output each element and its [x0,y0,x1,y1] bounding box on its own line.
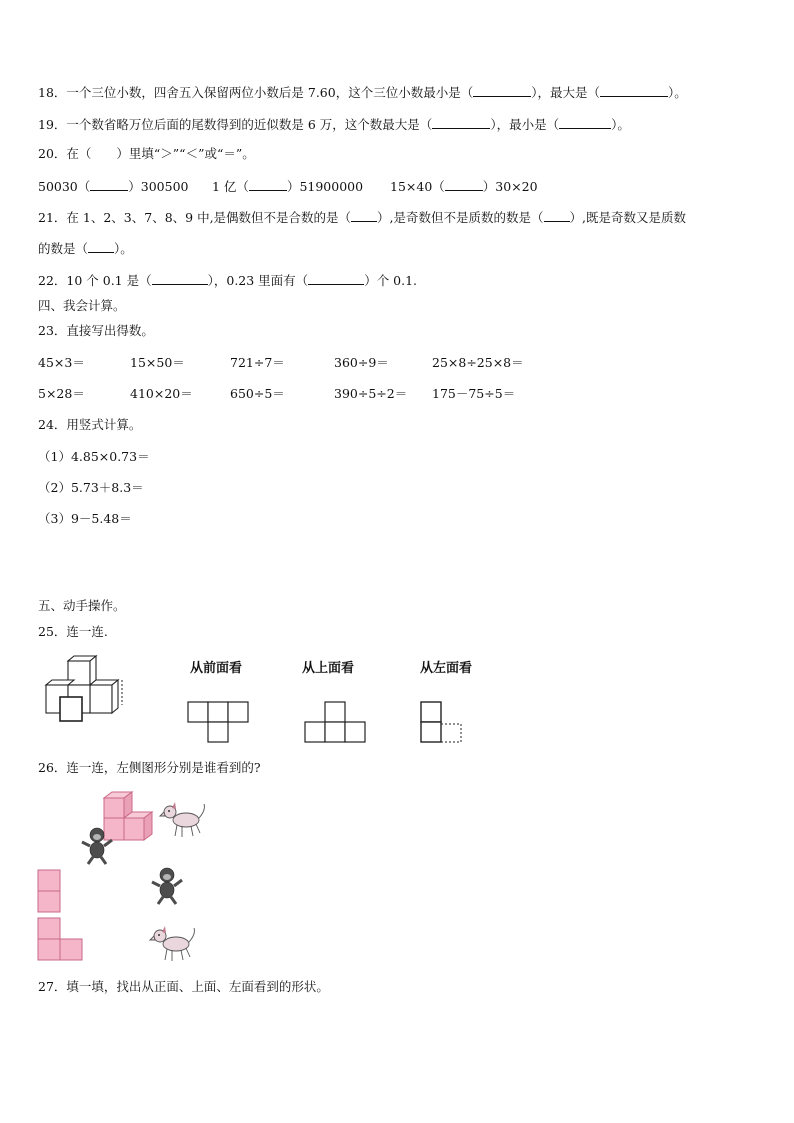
q26-title: 26．连一连，左侧图形分别是谁看到的? [38,760,261,775]
q21-blank-3[interactable] [88,240,114,253]
q23-r2-c2: 410×20＝ [130,386,193,401]
q20-title: 20．在（ ）里填“＞”“＜”或“＝”。 [38,146,255,161]
q20-blank-2[interactable] [249,178,287,191]
q23-r1-c5: 25×8÷25×8＝ [432,355,524,370]
q25-view-label-left: 从左面看 [420,661,473,676]
q20-item-2: 1 亿（ ）51900000 [212,179,364,194]
q18-blank-min[interactable] [473,84,531,97]
q24-item-2: （2）5.73＋8.3＝ [38,480,144,495]
q24-title: 24．用竖式计算。 [38,417,142,432]
q21-line-2: 的数是（ ）。 [38,241,133,256]
q22-blank-1[interactable] [152,272,208,285]
q22-line: 22．10 个 0.1 是（ ），0.23 里面有（ ）个 0.1. [38,273,418,288]
q23-r1-c3: 721÷7＝ [230,355,285,370]
q26-shape-vertical[interactable] [36,868,62,916]
q24-item-1: （1）4.85×0.73＝ [38,449,150,464]
q26-shape-l[interactable] [36,916,84,964]
q25-title: 25．连一连. [38,624,108,639]
q19-blank-min[interactable] [559,116,611,129]
q23-r2-c1: 5×28＝ [38,386,85,401]
q20-item-3: 15×40（ ）30×20 [390,179,538,194]
q25-cube-solid-figure [40,655,130,725]
q20-blank-3[interactable] [445,178,483,191]
q19-blank-max[interactable] [432,116,490,129]
q25-view-shape-b[interactable] [303,700,369,746]
dog-icon [160,800,210,840]
q23-r2-c4: 390÷5÷2＝ [334,386,408,401]
q23-r1-c2: 15×50＝ [130,355,185,370]
monkey-icon-2[interactable] [150,866,186,906]
q18-blank-max[interactable] [600,84,668,97]
q23-r1-c4: 360÷9＝ [334,355,389,370]
q23-r2-c5: 175－75÷5＝ [432,386,516,401]
q24-item-3: （3）9－5.48＝ [38,511,132,526]
q23-r1-c1: 45×3＝ [38,355,85,370]
dog-icon-2[interactable] [150,924,200,964]
q25-view-shape-a[interactable] [186,700,252,746]
q21-blank-2[interactable] [544,209,570,222]
monkey-icon [80,826,116,866]
q23-title: 23．直接写出得数。 [38,323,154,338]
q21-line-1: 21．在 1、2、3、7、8、9 中,是偶数但不是合数的是（ ）,是奇数但不是质数的数是（ ）,既是奇数又是质数 [38,210,687,225]
q27-title: 27．填一填，找出从正面、上面、左面看到的形状。 [38,979,329,994]
q25-view-label-front: 从前面看 [190,661,243,676]
q22-blank-2[interactable] [308,272,364,285]
q25-view-shape-c[interactable] [419,700,469,746]
q20-blank-1[interactable] [90,178,128,191]
q20-item-1: 50030（ ）300500 [38,179,189,194]
q23-r2-c3: 650÷5＝ [230,386,285,401]
q19-line: 19．一个数省略万位后面的尾数得到的近似数是 6 万，这个数最大是（ ），最小是（ ）。 [38,117,630,132]
section-4-heading: 四、我会计算。 [38,298,126,313]
section-5-heading: 五、动手操作。 [38,598,126,613]
q18-line: 18．一个三位小数，四舍五入保留两位小数后是 7.60，这个三位小数最小是（ ），最大是（ ）。 [38,85,687,100]
q25-view-label-top: 从上面看 [302,661,355,676]
q21-blank-1[interactable] [351,209,377,222]
